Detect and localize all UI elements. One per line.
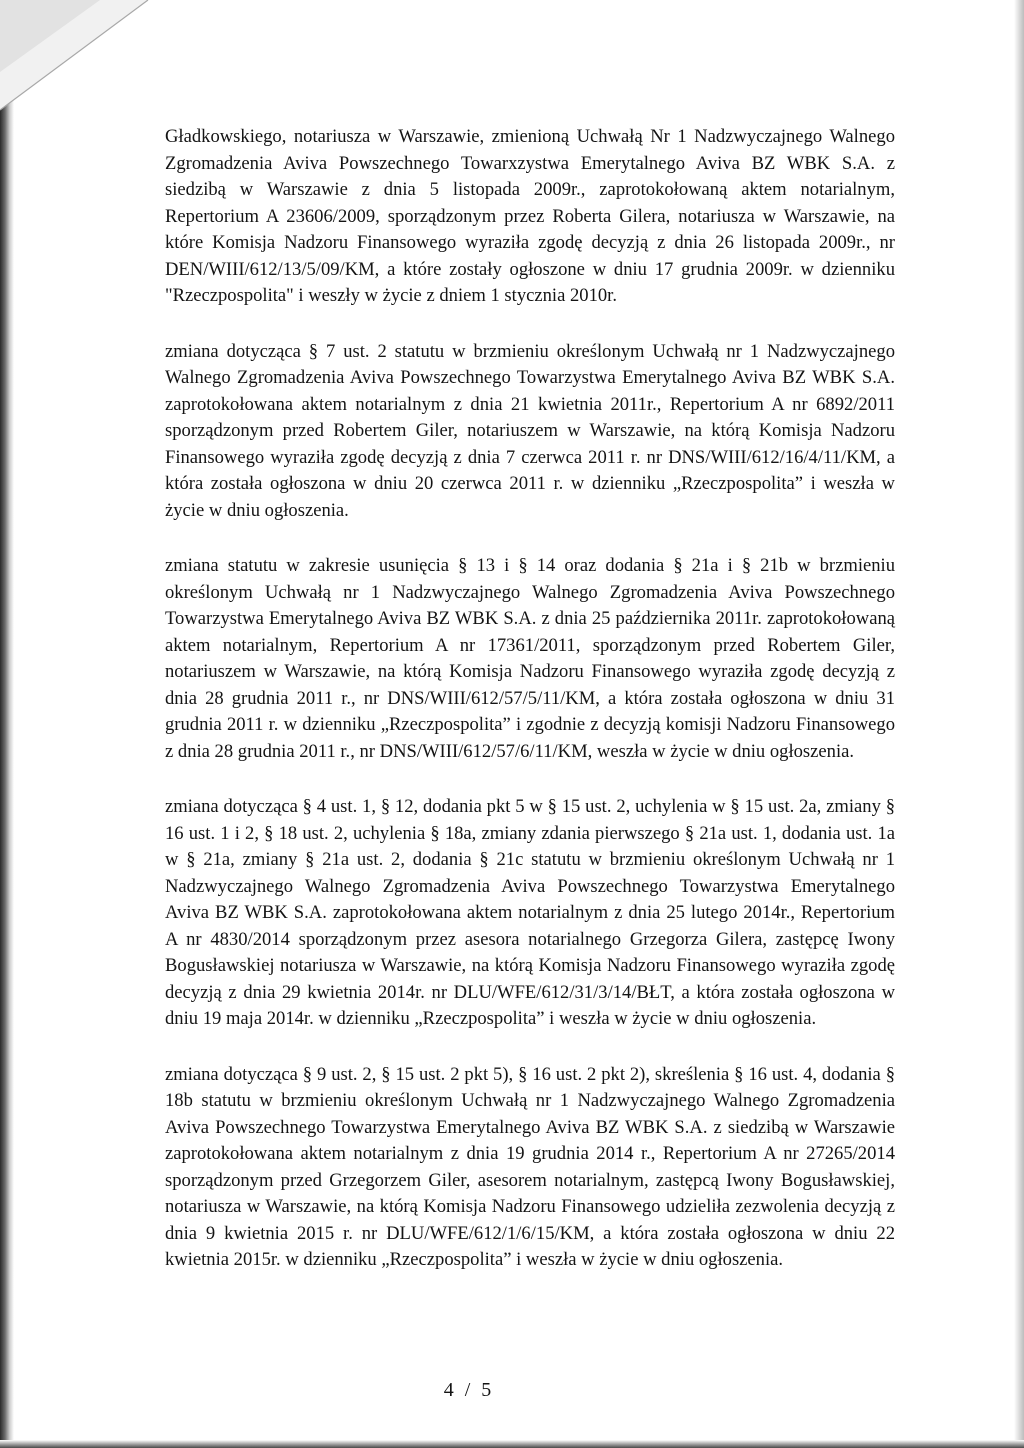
scan-edge-left (0, 0, 14, 1448)
paragraph-gap (165, 765, 895, 794)
document-body (165, 124, 895, 1274)
scan-edge-right (1014, 0, 1024, 1448)
paragraph-gap (165, 1033, 895, 1062)
paragraph-amendment-2014-february: zmiana dotycząca § 4 ust. 1, § 12, dodania pkt 5 w § 15 ust. 2, uchylenia w § 15 ust. 2a, zmiany § 16 ust. 1 i 2, § 18 ust. 2, uchylenia § 18a, zmiany zdania pierwszego § 21a ust. 1, dodania ust. 1a w § 21a, zmiany § 21a ust. 2, dodania § 21c statutu w brzmieniu określonym Uchwałą nr 1 Nadzwyczajnego Walnego Zgromadzenia Aviva Powszechnego Towarzystwa Emerytalnego Aviva BZ WBK S.A. zaprotokołowana aktem notarialnym z dnia 25 lutego 2014r., Repertorium A nr 4830/2014 sporządzonym przez asesora notarialnego Grzegorza Gilera, zastępcę Iwony Bogusławskiej notariusza w Warszawie, na którą Komisja Nadzoru Finansowego wyraziła zgodę decyzją z dnia 29 kwietnia 2014r. nr DLU/WFE/612/31/3/14/BŁT, a która została ogłoszona w dniu 19 maja 2014r. w dzienniku „Rzeczpospolita” i weszła w życie w dniu ogłoszenia. (165, 796, 895, 1029)
paragraph-notarial-2009: Gładkowskiego, notariusza w Warszawie, zmienioną Uchwałą Nr 1 Nadzwyczajnego Walnego Zgromadzenia Aviva Powszechnego Towarxzystwa Emerytalnego Aviva BZ WBK S.A. z siedzibą w Warszawie z dnia 5 listopada 2009r., zaprotokołowaną aktem notarialnym, Repertorium A 23606/2009, sporządzonym przez Roberta Gilera, notariusza w Warszawie, na które Komisja Nadzoru Finansowego wyraziła zgodę decyzją z dnia 26 listopada 2009r., nr DEN/WIII/612/13/5/09/KM, a które zostały ogłoszone w dniu 17 grudnia 2009r. w dzienniku "Rzeczpospolita" i weszły w życie z dniem 1 stycznia 2010r. (165, 126, 895, 306)
paragraph-amendment-2011-october: zmiana statutu w zakresie usunięcia § 13 i § 14 oraz dodania § 21a i § 21b w brzmieniu określonym Uchwałą nr 1 Nadzwyczajnego Walnego Zgromadzenia Aviva Powszechnego Towarzystwa Emerytalnego Aviva BZ WBK S.A. z dnia 25 października 2011r. zaprotokołowaną aktem notarialnym, Repertorium A nr 17361/2011, sporządzonym przed Robertem Giler, notariuszem w Warszawie, na którą Komisja Nadzoru Finansowego wyraziła zgodę decyzją z dnia 28 grudnia 2011 r., nr DNS/WIII/612/57/5/11/KM, a która została ogłoszona w dniu 31 grudnia 2011 r. w dzienniku „Rzeczpospolita” i zgodnie z decyzją komisji Nadzoru Finansowego z dnia 28 grudnia 2011 r., nr DNS/WIII/612/57/6/11/KM, weszła w życie w dniu ogłoszenia. (165, 555, 895, 762)
paragraph-amendment-2014-december: zmiana dotycząca § 9 ust. 2, § 15 ust. 2 pkt 5), § 16 ust. 2 pkt 2), skreślenia § 16 ust. 4, dodania § 18b statutu w brzmieniu określonym Uchwałą nr 1 Nadzwyczajnego Walnego Zgromadzenia Aviva Powszechnego Towarzystwa Emerytalnego Aviva BZ WBK S.A. z siedzibą w Warszawie zaprotokołowana aktem notarialnym z dnia 19 grudnia 2014 r., Repertorium A nr 27265/2014 sporządzonym przed Grzegorzem Giler, asesorem notarialnym, zastępcą Iwony Bogusławskiej, notariusza w Warszawie, na którą Komisja Nadzoru Finansowego udzieliła zezwolenia decyzją z dnia 9 kwietnia 2015 r. nr DLU/WFE/612/1/6/15/KM, a która została ogłoszona w dniu 22 kwietnia 2015r. w dzienniku „Rzeczpospolita” i weszła w życie w dniu ogłoszenia. (165, 1063, 895, 1270)
page-number: 4 / 5 (443, 1379, 495, 1401)
paragraph-gap (165, 310, 895, 339)
paragraph-gap (165, 524, 895, 553)
paragraph-amendment-2011-april: zmiana dotycząca § 7 ust. 2 statutu w brzmieniu określonym Uchwałą nr 1 Nadzwyczajnego Walnego Zgromadzenia Aviva Powszechnego Towarzystwa Emerytalnego Aviva BZ WBK S.A. zaprotokołowana aktem notarialnym z dnia 21 kwietnia 2011r., Repertorium A nr 6892/2011 sporządzonym przed Robertem Giler, notariuszem w Warszawie, na którą Komisja Nadzoru Finansowego wyraziła zgodę decyzją z dnia 7 czerwca 2011 r. nr DNS/WIII/612/16/4/11/KM, a która została ogłoszona w dniu 20 czerwca 2011 r. w dzienniku „Rzeczpospolita” i weszła w życie w dniu ogłoszenia. (165, 340, 895, 521)
page-fold-shadow (0, 0, 180, 130)
scan-edge-bottom (0, 1440, 1024, 1448)
